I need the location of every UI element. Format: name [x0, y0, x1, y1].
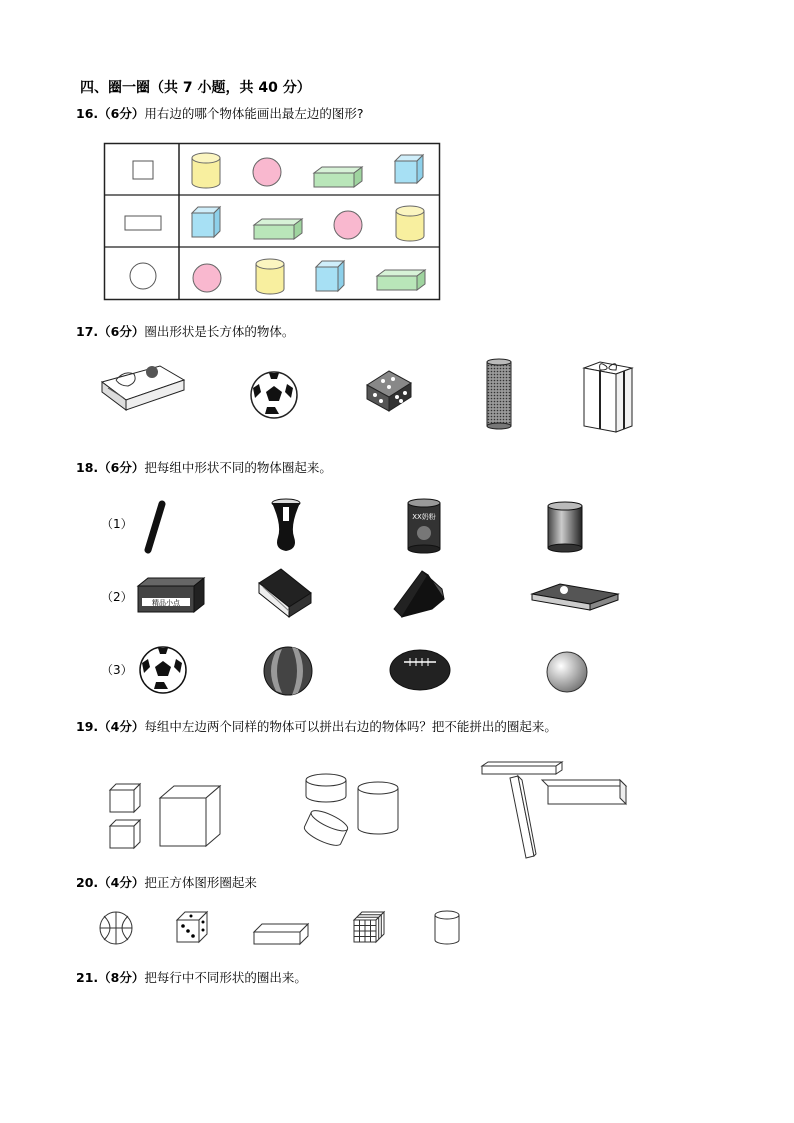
milk-powder-can-image: [404, 497, 444, 555]
cylinder-icon: [256, 259, 284, 294]
cylinder-tube-image: [484, 358, 514, 430]
question-18: 18.（6分）把每组中形状不同的物体圈起来。: [76, 460, 332, 475]
q19-cylinder-group: [300, 772, 400, 854]
question-20: 20.（4分）把正方体图形圈起来: [76, 875, 257, 890]
dice-image: [175, 910, 211, 946]
flat-cuboid-image: [252, 922, 312, 946]
svg-text:XX奶粉: XX奶粉: [412, 513, 436, 521]
hourglass-vase-image: [268, 497, 304, 555]
metal-can-image: [545, 500, 585, 554]
stick-image: [140, 500, 170, 556]
cube-icon: [395, 155, 423, 183]
rubiks-cube-image: [352, 910, 388, 946]
pencil-box-image: [98, 360, 188, 412]
question-16: 16.（6分）用右边的哪个物体能画出最左边的图形?: [76, 106, 364, 121]
cube-icon: [192, 207, 220, 237]
q19-cube-group: [108, 782, 226, 852]
football-image: [388, 648, 452, 692]
question-19: 19.（4分）每组中左边两个同样的物体可以拼出右边的物体吗？把不能拼出的圈起来。: [76, 719, 557, 734]
sphere-ball-image: [545, 650, 589, 694]
snack-box-image: [134, 576, 208, 616]
soccer-ball-image: [249, 370, 299, 420]
group-label-2: （2）: [101, 590, 133, 604]
sphere-icon: [193, 264, 221, 292]
pencil-case-image: [530, 580, 620, 614]
cylinder-icon: [192, 153, 220, 188]
cuboid-icon: [377, 270, 425, 290]
group-label-3: （3）: [101, 663, 133, 677]
square-outline: [133, 161, 153, 179]
circle-outline: [130, 263, 156, 289]
book-image: [255, 565, 315, 619]
cylinder-image: [432, 910, 462, 946]
striped-ball-image: [262, 645, 314, 697]
wedge-block-image: [392, 565, 448, 621]
cuboid-icon: [314, 167, 362, 187]
cylinder-icon: [396, 206, 424, 241]
basketball-image: [98, 910, 134, 946]
group-label-1: （1）: [101, 517, 133, 531]
cube-icon: [316, 261, 344, 291]
rectangle-outline: [125, 216, 161, 230]
cuboid-icon: [254, 219, 302, 239]
q16-shape-table: [104, 143, 441, 301]
dice-image: [363, 367, 415, 413]
soccer-ball-image: [138, 645, 188, 695]
sphere-icon: [334, 211, 362, 239]
gift-box-image: [580, 360, 636, 434]
section-title: 四、圈一圈（共 7 小题，共 40 分）: [80, 80, 311, 96]
svg-text:精品小点: 精品小点: [152, 599, 180, 607]
q19-stick-group: [480, 760, 630, 860]
question-21: 21.（8分）把每行中不同形状的圈出来。: [76, 970, 307, 985]
sphere-icon: [253, 158, 281, 186]
question-17: 17.（6分）圈出形状是长方体的物体。: [76, 324, 295, 339]
